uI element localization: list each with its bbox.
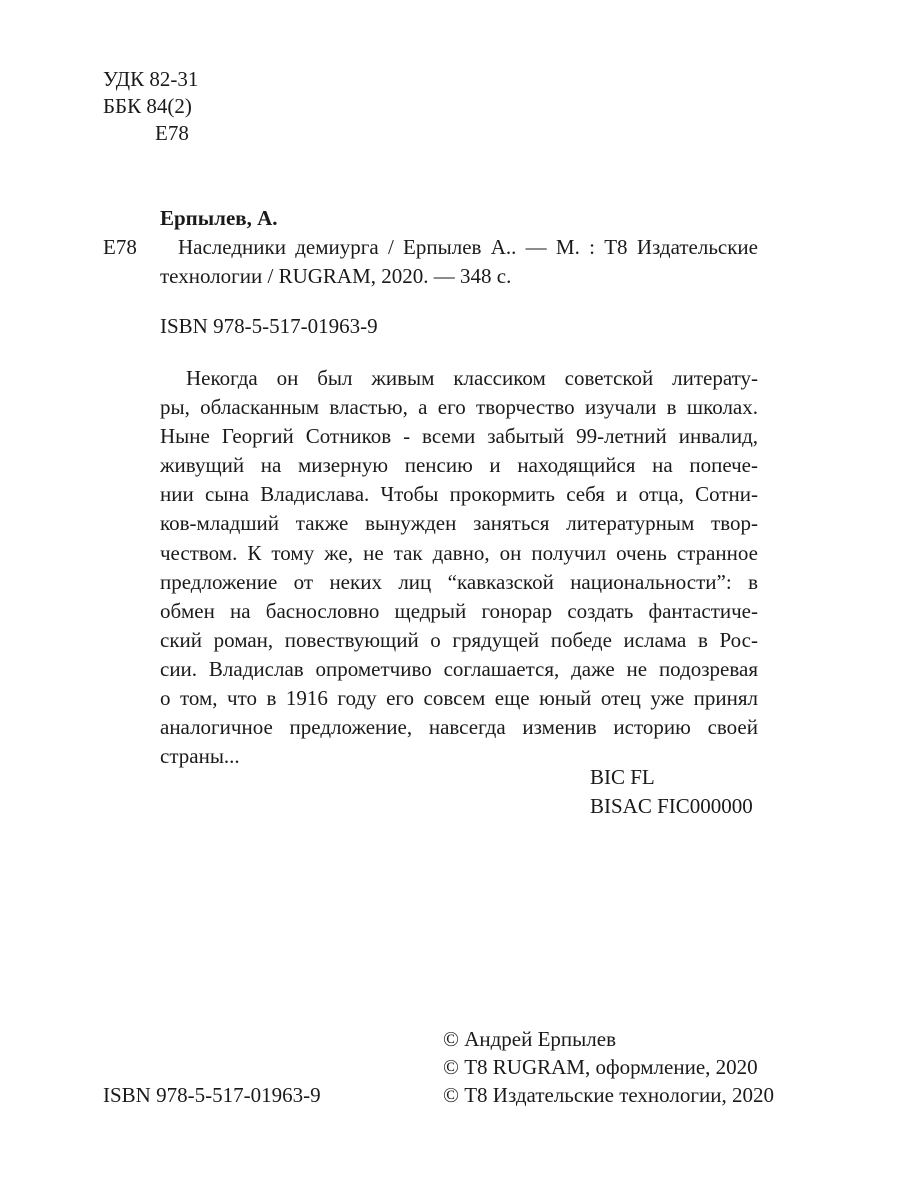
footer-isbn: ISBN 978-5-517-01963-9 [103,1083,321,1107]
annotation-line: ков-младший также вынужден заняться литературным твор- [160,511,758,536]
annotation-line: страны... [160,744,240,769]
annotation-line: о том, что в 1916 году его совсем еще юный отец уже принял [160,686,758,711]
annotation-line: предложение от неких лиц “кавказской национальности”: в [160,569,758,594]
classification-block [103,66,198,147]
author-mark: Е78 [155,121,189,145]
copyright-block [443,1025,774,1109]
copyright-line: © Т8 Издательские технологии, 2020 [443,1083,774,1107]
annotation-line: аналогичное предложение, навсегда изменив историю своей [160,715,758,740]
annotation-line: ский роман, повествующий о грядущей победе ислама в Рос- [160,627,758,652]
copyright-line: © Т8 RUGRAM, оформление, 2020 [443,1055,758,1079]
subject-codes [590,763,753,821]
author-name: Ерпылев, А. [160,206,278,230]
annotation-line: нии сына Владислава. Чтобы прокормить себя и отца, Сотни- [160,482,758,507]
bib-line: технологии / RUGRAM, 2020. — 348 с. [160,264,512,288]
bibliographic-description [160,233,758,291]
annotation-line: чеством. К тому же, не так давно, он получил очень странное [160,540,758,565]
copyright-line: © Андрей Ерпылев [443,1027,616,1051]
bib-line: Наследники демиурга / Ерпылев А.. — М. : Т8 Издательские [178,235,758,259]
annotation-text [160,364,758,771]
annotation-line: обмен на баснословно щедрый гонорар создать фантастиче- [160,598,758,623]
annotation-line: Некогда он был живым классиком советской литерату- [186,366,758,390]
isbn: ISBN 978-5-517-01963-9 [160,314,378,338]
annotation-line: Ныне Георгий Сотников - всеми забытый 99-летний инвалид, [160,424,758,449]
bic-code: BIC FL [590,765,655,789]
bbk-code: ББК 84(2) [103,94,192,118]
annotation-line: сии. Владислав опрометчиво соглашается, даже не подозревая [160,656,758,681]
annotation-line: ры, обласканным властью, а его творчество изучали в школах. [160,395,758,420]
annotation-line: живущий на мизерную пенсию и находящийся на попече- [160,453,758,478]
shelfmark: Е78 [103,235,137,259]
udk-code: УДК 82-31 [103,67,199,91]
bisac-code: BISAC FIC000000 [590,794,753,818]
